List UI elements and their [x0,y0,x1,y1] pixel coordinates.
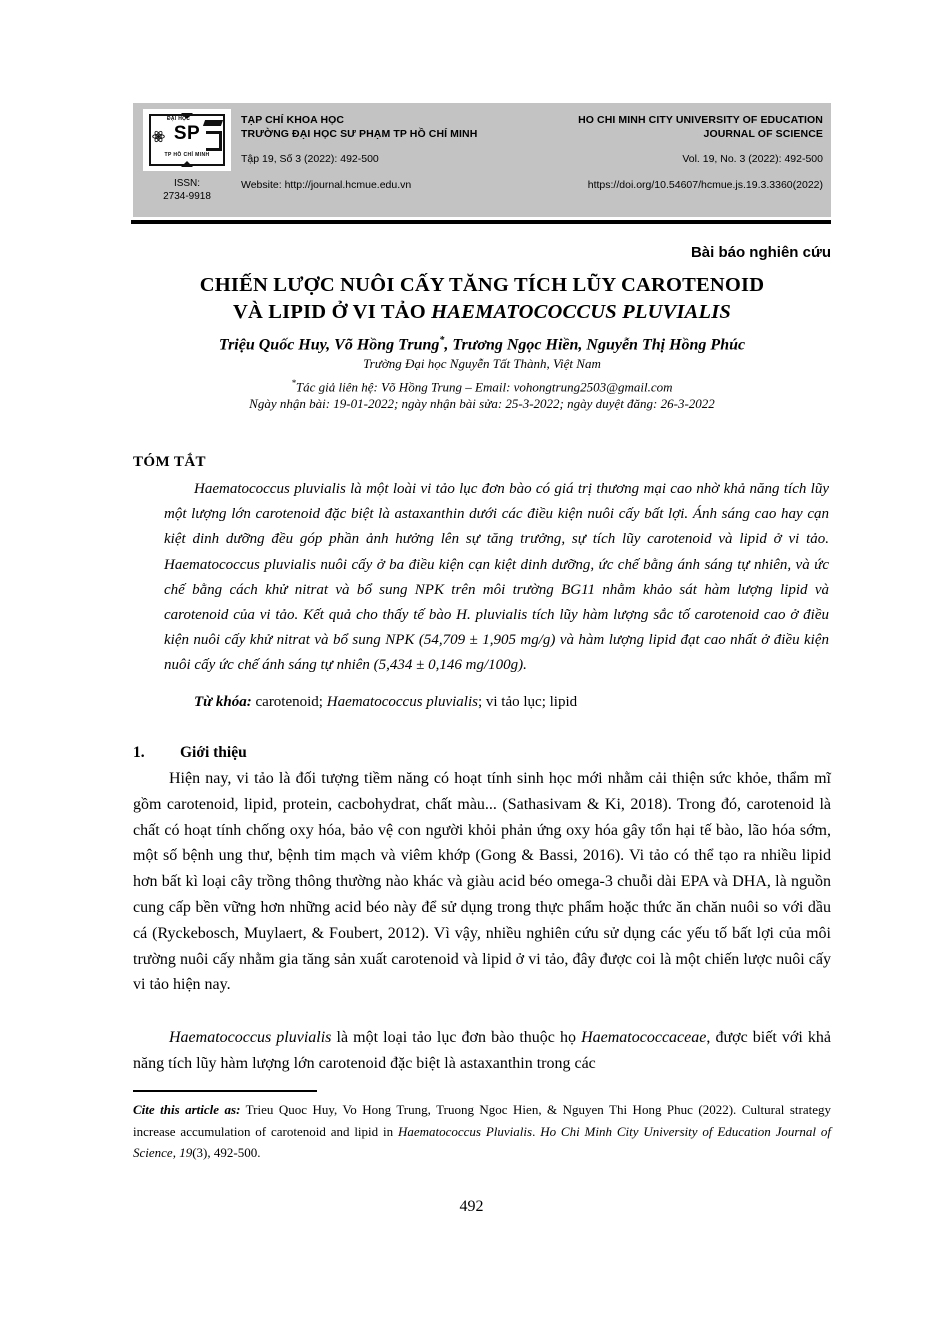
article-dates: Ngày nhận bài: 19-01-2022; ngày nhận bài sửa: 25-3-2022; ngày duyệt đăng: 26-3-2022 [249,396,715,411]
journal-masthead [133,103,831,217]
volume-info-vi: Tập 19, Số 3 (2022): 492-500 [241,153,379,165]
section-1-number: 1. [133,744,145,761]
journal-website-link[interactable]: Website: http://journal.hcmue.edu.vn [241,179,412,191]
keywords-line [164,690,829,715]
keywords-part2: ; vi tảo lục; lipid [477,694,578,710]
journal-title-en-line2: JOURNAL OF SCIENCE [703,128,823,140]
section-1-paragraph-1: Hiện nay, vi tảo là đối tượng tiềm năng có hoạt tính sinh học mới nhằm cải thiện sức khỏe, thẩm mĩ gồm carotenoid, lipid, protein, cacbohydrat, chất màu... (Sathasivam & Ki, 2018). Trong đó, carotenoid là chất có hoạt tính chống oxy hóa, bảo vệ con người khỏi phản ứng oxy hóa gây tổn hại tế bào, lão hóa sớm, một số bệnh ung thư, bệnh tim mạch và viêm khớp (Gong & Bassi, 2016). Vi tảo có thể tạo ra nhiều lipid hơn bất kì loại cây trồng thông thường nào khác và giàu acid béo omega-3 chuỗi dài EPA và DHA, là nguồn cung cấp bền vững hơn những acid béo này để sử dụng trong thực phẩm hoặc thức ăn chăn nuôi so với dầu cá (Ryckebosch, Muylaert, & Foubert, 2012). Vì vậy, nhiều nghiên cứu sử dụng các yếu tố bất lợi của môi trường nuôi cấy nhằm gia tăng sản xuất carotenoid và lipid ở vi tảo, đây được coi là một chiến lược nuôi cấy vi tảo hiện nay. [133,770,831,994]
abstract-heading: TÓM TẮT [133,454,206,470]
article-title-line1: CHIẾN LƯỢC NUÔI CẤY TĂNG TÍCH LŨY CAROTENOID [199,274,765,296]
university-logo [143,109,231,171]
page-number: 492 [459,1198,484,1215]
article-title [133,272,831,326]
keywords-part1: carotenoid; [251,694,327,710]
issn-value: 2734-9918 [163,191,211,202]
footnote-divider [133,1090,317,1092]
citation-part1: Trieu Quoc Huy, Vo Hong Trung, Truong Ngoc Hien, & Nguyen Thi Hong Phuc (2022). Cultural strategy increase accumulation of carotenoid and lipid in [133,1102,832,1139]
citation-note [133,1099,831,1164]
author-affiliation: Trường Đại học Nguyễn Tất Thành, Việt Nam [363,356,601,371]
masthead-left-column [241,113,541,192]
keywords-species: Haematococcus pluvialis [326,694,478,710]
issn-label: ISSN: [173,178,201,189]
logo-sp-text: SP [173,123,201,144]
abstract-text: Haematococcus pluvialis là một loài vi tảo lục đơn bào có giá trị thương mại cao nhờ khả năng tích lũy một lượng lớn carotenoid đặc biệt là astaxanthin dưới các điều kiện nuôi cấy bất lợi. Ánh sáng cao hay cạn kiệt dinh dưỡng đều góp phần ảnh hưởng lên sự tăng trưởng, sự tích lũy carotenoid và lipid ở vi tảo. Haematococcus pluvialis nuôi cấy ở ba điều kiện cạn kiệt dinh dưỡng, ức chế bằng ánh sáng tự nhiên, và ức chế bằng cách khử nitrat và bổ sung NPK trên môi trường BG11 nhằm khảo sát hàm lượng lipid và carotenoid của vi tảo. Kết quả cho thấy tế bào H. pluvialis tích lũy hàm lượng sắc tố carotenoid cao ở điều kiện nuôi cấy khử nitrat và bổ sung NPK (54,709 ± 1,905 mg/g) và hàm lượng lipid đạt cao nhất ở điều kiện nuôi cấy ức chế ánh sáng tự nhiên (5,434 ± 0,146 mg/100g). [164,481,829,674]
corresponding-author-text: Tác giả liên hệ: Võ Hồng Trung – Email: vohongtrung2503@gmail.com [295,379,673,395]
section-1-paragraph-2 [133,1025,831,1077]
logo-bottom-text: TP HỒ CHÍ MINH [164,152,210,158]
article-title-species: HAEMATOCOCCUS PLUVIALIS [431,301,732,323]
corresponding-marker: * [291,378,296,388]
journal-title-vi-line2: TRƯỜNG ĐẠI HỌC SƯ PHẠM TP HỒ CHÍ MINH [241,128,478,140]
article-title-line2-prefix: VÀ LIPID Ở VI TẢO [232,301,432,323]
journal-title-en-line1: HO CHI MINH CITY UNIVERSITY OF EDUCATION [578,114,823,126]
author-list-pre: Triệu Quốc Huy, Võ Hồng Trung [218,336,440,354]
corresponding-author-note [133,374,831,396]
citation-part2: . [532,1123,541,1139]
citation-part3: (3), 492-500. [192,1145,261,1160]
volume-info-en: Vol. 19, No. 3 (2022): 492-500 [682,153,823,165]
logo-top-text: ĐẠI HỌC [167,116,191,122]
issn-block [143,177,231,203]
citation-species: Haematococcus Pluvialis [397,1123,533,1139]
author-list [133,330,831,356]
journal-title-vi-line1: TẠP CHÍ KHOA HỌC [241,114,345,126]
paragraph2-text-b: là một loại tảo lục đơn bào thuộc họ [331,1029,582,1046]
keywords-label: Từ khóa: [194,694,252,710]
author-corresponding-marker: * [439,335,445,346]
citation-journal: Ho Chi Minh City University of Education Journal of Science, 19 [133,1123,832,1160]
paragraph2-species-1: Haematococcus pluvialis [169,1029,332,1046]
paragraph2-text-c: , được biết với khả năng tích lũy hàm lượng lớn carotenoid đặc biệt là astaxanthin trong các [133,1029,832,1072]
author-list-post: , Trương Ngọc Hiền, Nguyễn Thị Hồng Phúc [444,336,746,354]
citation-label: Cite this article as: [133,1102,241,1117]
journal-logo-block [143,109,231,213]
masthead-right-column [503,113,823,192]
article-type-label: Bài báo nghiên cứu [690,244,831,261]
doi-link[interactable]: https://doi.org/10.54607/hcmue.js.19.3.3360(2022) [587,179,823,191]
paragraph2-family: Haematococcaceae [581,1029,707,1046]
masthead-divider [131,220,831,224]
logo-book-icon [149,114,225,166]
section-1-title: Giới thiệu [180,744,247,761]
